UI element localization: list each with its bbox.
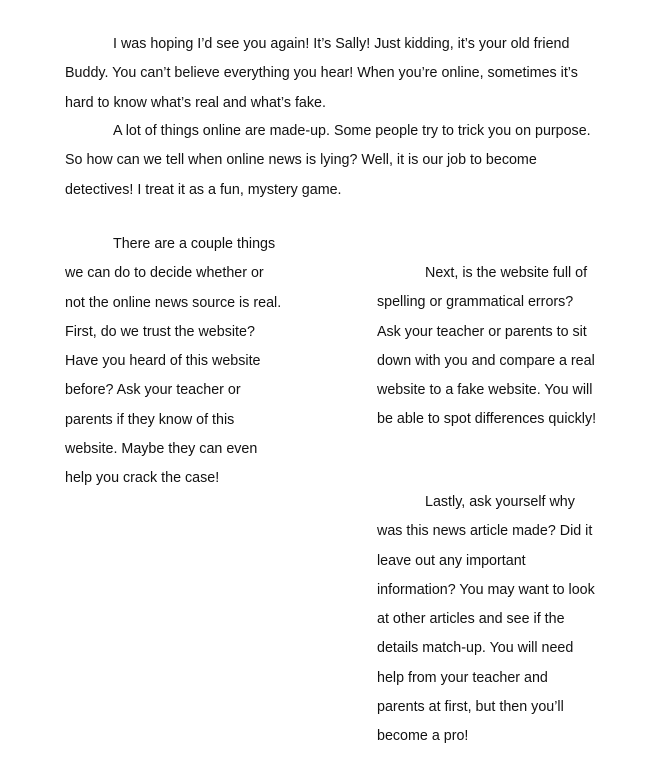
right-column-paragraph-2: Lastly, ask yourself why was this news article made? Did it leave out any important information? You may want to look at other articles and see if the details match-up. You will need help from your teacher and parents at first, but then you’ll become a pro! xyxy=(377,494,595,745)
right-column-paragraph-1: Next, is the website full of spelling or grammatical errors? Ask your teacher or parents to sit down with you and compare a real website to a fake website. You will be able to spot differences quickly! xyxy=(377,265,597,428)
left-column-paragraph: There are a couple things we can do to decide whether or not the online news source is real. First, do we trust the website? Have you heard of this website before? Ask your teacher or parents if they know of this website. Maybe they can even help you crack the case! xyxy=(65,236,282,487)
second-paragraph: A lot of things online are made-up. Some people try to trick you on purpose. So how can we tell when online news is lying? Well, it is our job to become detectives! I treat it as a fun, mystery game. xyxy=(65,123,591,198)
intro-paragraph: I was hoping I’d see you again! It’s Sally! Just kidding, it’s your old friend Buddy. You can’t believe everything you hear! When you’re online, sometimes it’s hard to know what’s real and what’s fake. xyxy=(65,36,578,111)
